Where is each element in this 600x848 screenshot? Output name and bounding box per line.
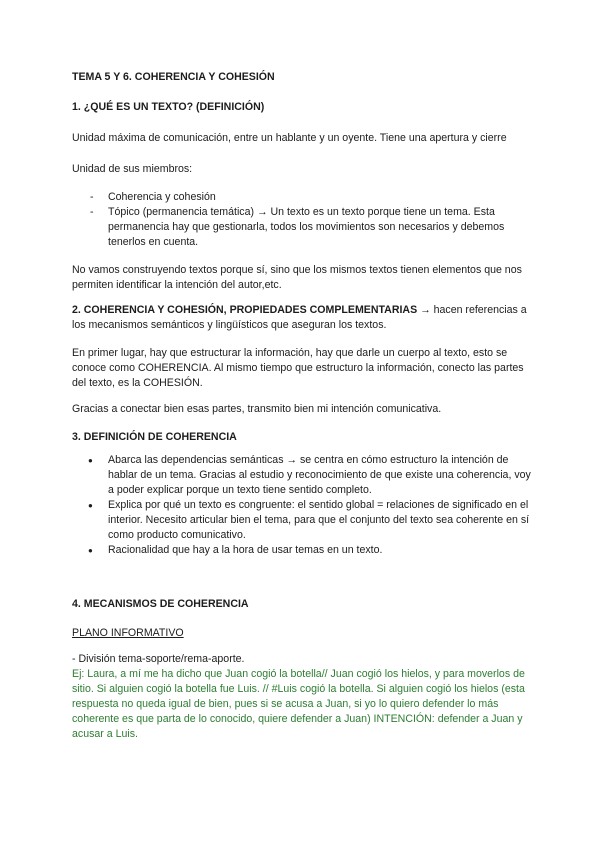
list-item: - Coherencia y cohesión — [72, 190, 532, 205]
section-2-heading — [72, 303, 532, 333]
section-3-list — [72, 453, 532, 558]
list-item: ● Abarca las dependencias semánticas → se centra en cómo estructuro la intención de hablar de un tema. Gracias al estudio y reconocimiento de que existe una coherencia, voy a poder explicar porque un texto tiene sentido completo. — [72, 453, 532, 498]
section-4-item: - División tema-soporte/rema-aporte. — [72, 653, 245, 665]
section-1-paragraph-3: No vamos construyendo textos porque sí, sino que los mismos textos tienen elementos que nos permiten identificar la intención del autor,etc. — [72, 264, 522, 291]
section-1-heading: 1. ¿QUÉ ES UN TEXTO? (DEFINICIÓN) — [72, 101, 265, 113]
section-1-paragraph-2: Unidad de sus miembros: — [72, 163, 193, 175]
section-4-heading: 4. MECANISMOS DE COHERENCIA — [72, 598, 249, 610]
list-item: - Tópico (permanencia temática) → Un texto es un texto porque tiene un tema. Esta permanencia hay que gestionarla, todos los movimientos son necesarios y debemos tenerlos en cuenta. — [72, 205, 532, 250]
list-item: ● Racionalidad que hay a la hora de usar temas en un texto. — [72, 543, 532, 558]
section-1-list — [72, 190, 532, 250]
section-2-paragraph-2: Gracias a conectar bien esas partes, transmito bien mi intención comunicativa. — [72, 403, 442, 415]
section-2-heading-rest: → hacen referencias a los mecanismos semánticos y lingüísticos que aseguran los textos. — [72, 304, 527, 331]
section-3-heading: 3. DEFINICIÓN DE COHERENCIA — [72, 431, 237, 443]
list-item: ● Explica por qué un texto es congruente: el sentido global = relaciones de significado en el interior. Necesito articular bien el tema, para que el conjunto del texto sea coherente en sí como producto comunicativo. — [72, 498, 532, 543]
section-2-heading-bold: 2. COHERENCIA Y COHESIÓN, PROPIEDADES COMPLEMENTARIAS — [72, 304, 418, 316]
document-title: TEMA 5 Y 6. COHERENCIA Y COHESIÓN — [72, 71, 275, 83]
section-4-subheading: PLANO INFORMATIVO — [72, 627, 184, 639]
section-1-paragraph-1: Unidad máxima de comunicación, entre un hablante y un oyente. Tiene una apertura y cierre — [72, 132, 507, 144]
section-2-paragraph-1: En primer lugar, hay que estructurar la información, hay que darle un cuerpo al texto, esto se conoce como COHERENCIA. Al mismo tiempo que estructuro la información, conecto las partes del texto, es la COHESIÓN. — [72, 347, 524, 389]
section-4-example: Ej: Laura, a mí me ha dicho que Juan cogió la botella// Juan cogió los hielos, y para moverlos de sitio. Si alguien cogió la botella fue Luis. // #Luis cogió la botella. Si alguien cogió los hielos (esta respuesta no queda igual de bien, pues si se acusa a Juan, si yo lo quiero defender lo más coherente es que parta de lo conocido, quiere defender a Juan) INTENCIÓN: defender a Juan y acusar a Luis. — [72, 668, 525, 740]
